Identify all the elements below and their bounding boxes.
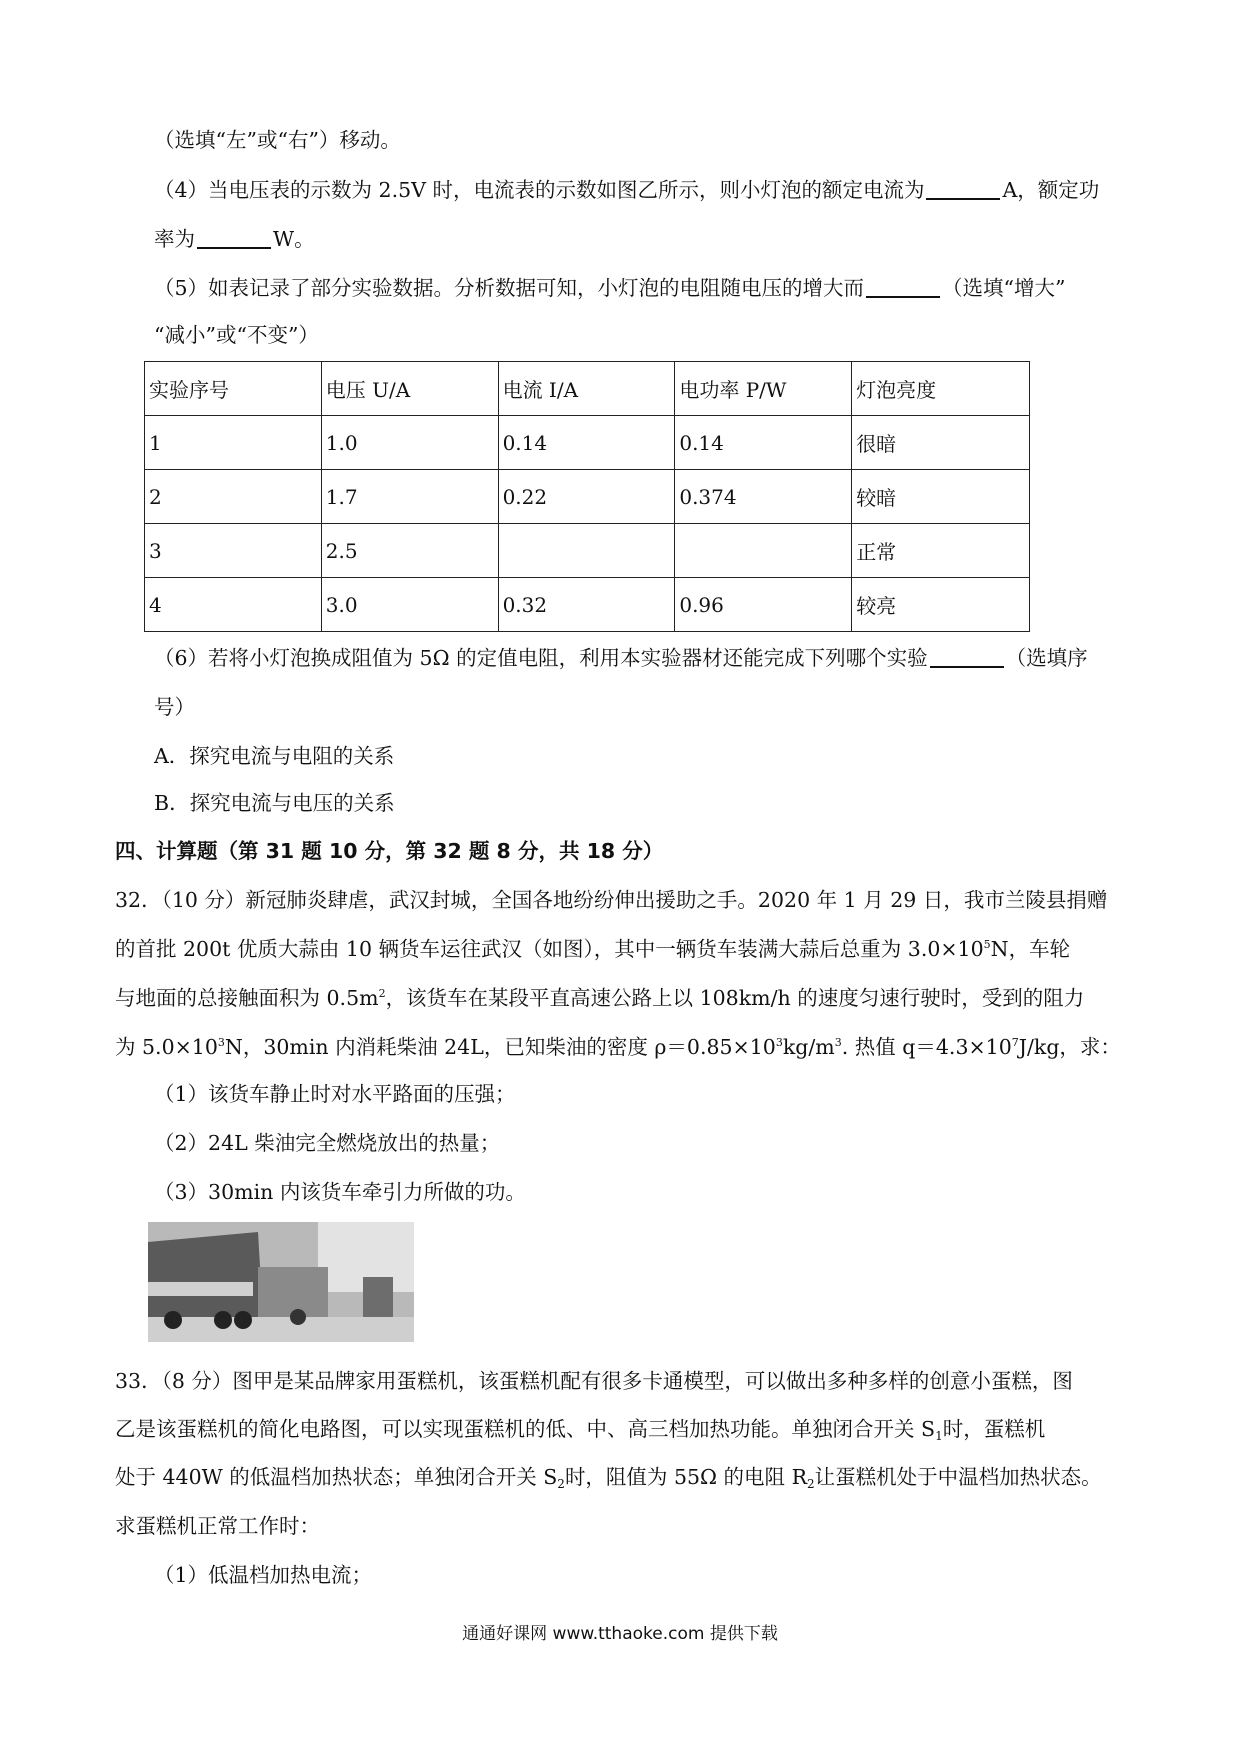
q32-sub2: （2）24L 柴油完全燃烧放出的热量；	[154, 1131, 501, 1155]
table-cell: 很暗	[852, 416, 1030, 470]
table-cell: 4	[145, 578, 322, 632]
q33-sub1: （1）低温档加热电流；	[154, 1563, 373, 1587]
table-cell: 1.7	[321, 470, 498, 524]
q32-line1: 32．（10 分）新冠肺炎肆虐，武汉封城，全国各地纷纷伸出援助之手。2020 年 1 月 29 日，我市兰陵县捐赠	[115, 888, 1108, 912]
q32-line4: 为 $5.0\times 10^3N$，30min 内消耗柴油 24L，已知柴油的密度 $\rho=0.85\times 10^3kg/m^3$. 热值 $q=4.3\times 10^7J/kg$，求：	[115, 1035, 1121, 1059]
table-cell: 1	[145, 416, 322, 470]
table-header-cell: 电功率 P/W	[675, 362, 852, 416]
q31-part5-line2: “减小”或“不变”）	[154, 323, 319, 347]
table-cell: 0.14	[498, 416, 675, 470]
q33-line1: 33．（8 分）图甲是某品牌家用蛋糕机，该蛋糕机配有很多卡通模型，可以做出多种多样的创意小蛋糕，图	[115, 1369, 1073, 1393]
table-cell: 0.14	[675, 416, 852, 470]
experiment-data-table	[144, 361, 1030, 632]
table-cell: 较亮	[852, 578, 1030, 632]
q31-part4-line1: （4）当电压表的示数为 2.5V 时，电流表的示数如图乙所示，则小灯泡的额定电流为 A，额定功	[154, 178, 1100, 202]
page-footer: 通通好课网 www.tthaoke.com 提供下载	[462, 1624, 778, 1644]
q32-sub1: （1）该货车静止时对水平路面的压强；	[154, 1082, 516, 1106]
table-row	[145, 524, 1030, 578]
table-cell: 3	[145, 524, 322, 578]
truck-photo	[148, 1222, 414, 1342]
option-a[interactable]: A．探究电流与电阻的关系	[154, 744, 395, 768]
answer-blank[interactable]	[197, 225, 271, 249]
table-cell: 0.374	[675, 470, 852, 524]
q32-line2: 的首批 200t 优质大蒜由 10 辆货车运往武汉（如图），其中一辆货车装满大蒜后总重为 $3.0\times 10^5N$，车轮	[115, 937, 1071, 961]
q31-part5-line1: （5）如表记录了部分实验数据。分析数据可知，小灯泡的电阻随电压的增大而 （选填“增大”	[154, 276, 1066, 300]
table-cell: 较暗	[852, 470, 1030, 524]
table-cell: 正常	[852, 524, 1030, 578]
table-cell[interactable]	[675, 524, 852, 578]
table-cell: 2	[145, 470, 322, 524]
answer-blank[interactable]	[926, 176, 1000, 200]
q32-line3: 与地面的总接触面积为 $0.5m^2$，该货车在某段平直高速公路上以 108km/h 的速度匀速行驶时，受到的阻力	[115, 986, 1085, 1010]
table-header-cell: 实验序号	[145, 362, 322, 416]
table-row	[145, 416, 1030, 470]
table-cell: 0.32	[498, 578, 675, 632]
q31-part6-line1: （6）若将小灯泡换成阻值为 5Ω 的定值电阻，利用本实验器材还能完成下列哪个实验 （选填序	[154, 646, 1088, 670]
table-row	[145, 578, 1030, 632]
answer-blank[interactable]	[866, 274, 940, 298]
truck-illustration	[148, 1222, 414, 1342]
option-b[interactable]: B．探究电流与电压的关系	[154, 791, 395, 815]
table-cell: 0.96	[675, 578, 852, 632]
table-row	[145, 470, 1030, 524]
q32-sub3: （3）30min 内该货车牵引力所做的功。	[154, 1180, 526, 1204]
table-header-cell: 电压 U/A	[321, 362, 498, 416]
table-header-cell: 电流 I/A	[498, 362, 675, 416]
q33-line3: 处于 440W 的低温档加热状态；单独闭合开关 $S_2$时，阻值为 55Ω 的电阻 $R_2$让蛋糕机处于中温档加热状态。	[115, 1465, 1102, 1491]
table-cell[interactable]	[498, 524, 675, 578]
table-cell: 1.0	[321, 416, 498, 470]
table-cell: 0.22	[498, 470, 675, 524]
answer-blank[interactable]	[930, 644, 1004, 668]
q33-line2: 乙是该蛋糕机的简化电路图，可以实现蛋糕机的低、中、高三档加热功能。单独闭合开关 $S_1$时，蛋糕机	[115, 1417, 1046, 1443]
q31-line-0: （选填“左”或“右”）移动。	[154, 128, 401, 152]
table-cell: 2.5	[321, 524, 498, 578]
q31-part6-line2: 号）	[154, 695, 195, 719]
q31-part4-line2: 率为 W。	[154, 227, 315, 251]
q33-line4: 求蛋糕机正常工作时：	[115, 1514, 320, 1538]
table-header-cell: 灯泡亮度	[852, 362, 1030, 416]
section-heading: 四、计算题（第 31 题 10 分，第 32 题 8 分，共 18 分）	[115, 839, 664, 863]
table-header-row	[145, 362, 1030, 416]
table-cell: 3.0	[321, 578, 498, 632]
